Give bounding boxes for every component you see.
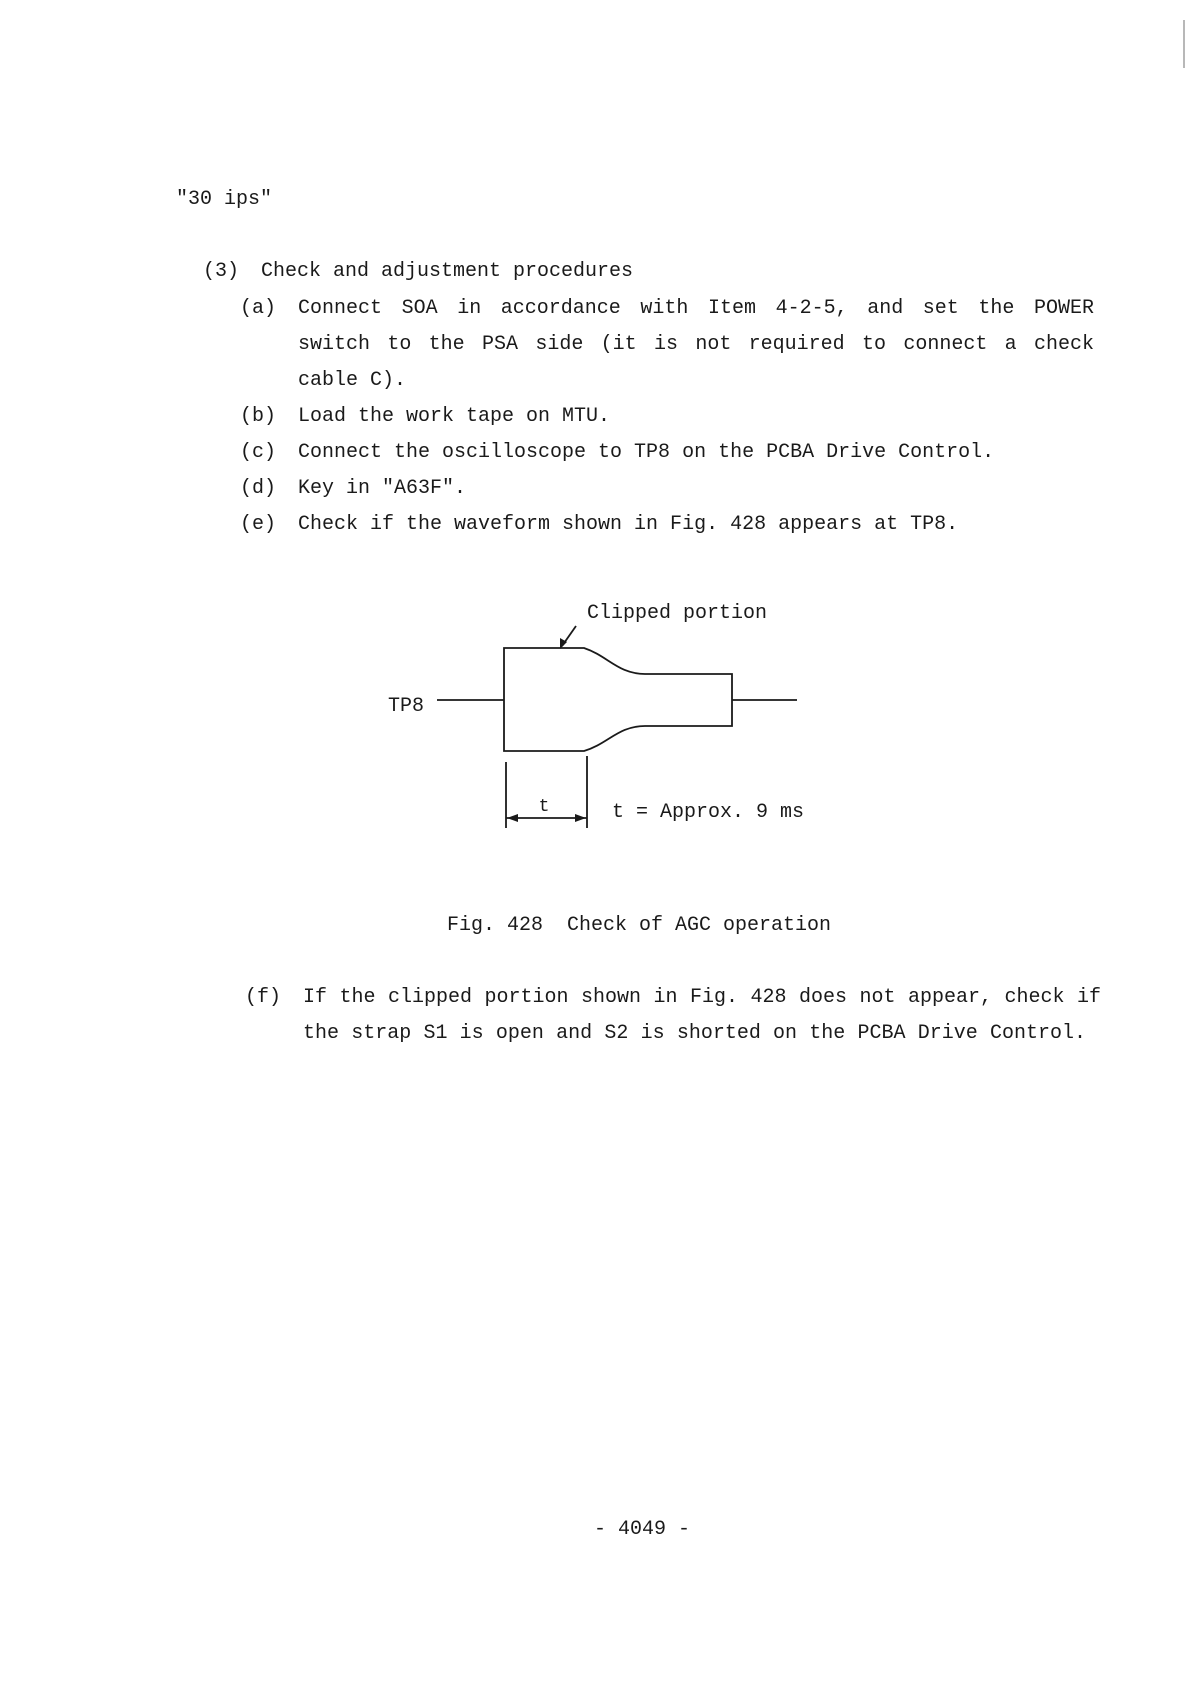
step-a-line-1: Connect SOA in accordance with Item 4-2-5, and set the POWER	[298, 297, 1094, 320]
step-a-label: (a)	[240, 297, 277, 320]
step-c-text: Connect the oscilloscope to TP8 on the PCBA Drive Control.	[298, 441, 995, 464]
step-b-text: Load the work tape on MTU.	[298, 405, 611, 428]
step-d-label: (d)	[240, 477, 277, 500]
step-e-text: Check if the waveform shown in Fig. 428 appears at TP8.	[298, 513, 959, 536]
step-e-label: (e)	[240, 513, 277, 536]
waveform-envelope	[504, 648, 732, 751]
tp8-label: TP8	[388, 695, 425, 718]
t-left-arrowhead	[507, 814, 518, 822]
clipped-portion-label: Clipped portion	[587, 602, 768, 625]
t-right-arrowhead	[575, 814, 586, 822]
step-b-label: (b)	[240, 405, 277, 428]
speed-heading: "30 ips"	[176, 188, 273, 211]
t-approx-label: t = Approx. 9 ms	[612, 801, 805, 824]
step-d-text: Key in "A63F".	[298, 477, 467, 500]
t-dimension-label: t	[538, 797, 550, 817]
procedure-title: Check and adjustment procedures	[261, 260, 634, 283]
figure-caption-text: Check of AGC operation	[567, 914, 832, 937]
figure-caption-number: Fig. 428	[447, 914, 544, 937]
step-a-line-2: switch to the PSA side (it is not required to connect a check	[298, 333, 1094, 356]
step-a-line-3: cable C).	[298, 369, 407, 392]
step-f-label: (f)	[245, 986, 282, 1009]
step-f-line-1: If the clipped portion shown in Fig. 428 does not appear, check if	[303, 986, 1101, 1009]
step-c-label: (c)	[240, 441, 277, 464]
step-f-line-2: the strap S1 is open and S2 is shorted on the PCBA Drive Control.	[303, 1022, 1086, 1045]
procedure-number: (3)	[203, 260, 240, 283]
page-number: - 4049 -	[594, 1518, 691, 1541]
